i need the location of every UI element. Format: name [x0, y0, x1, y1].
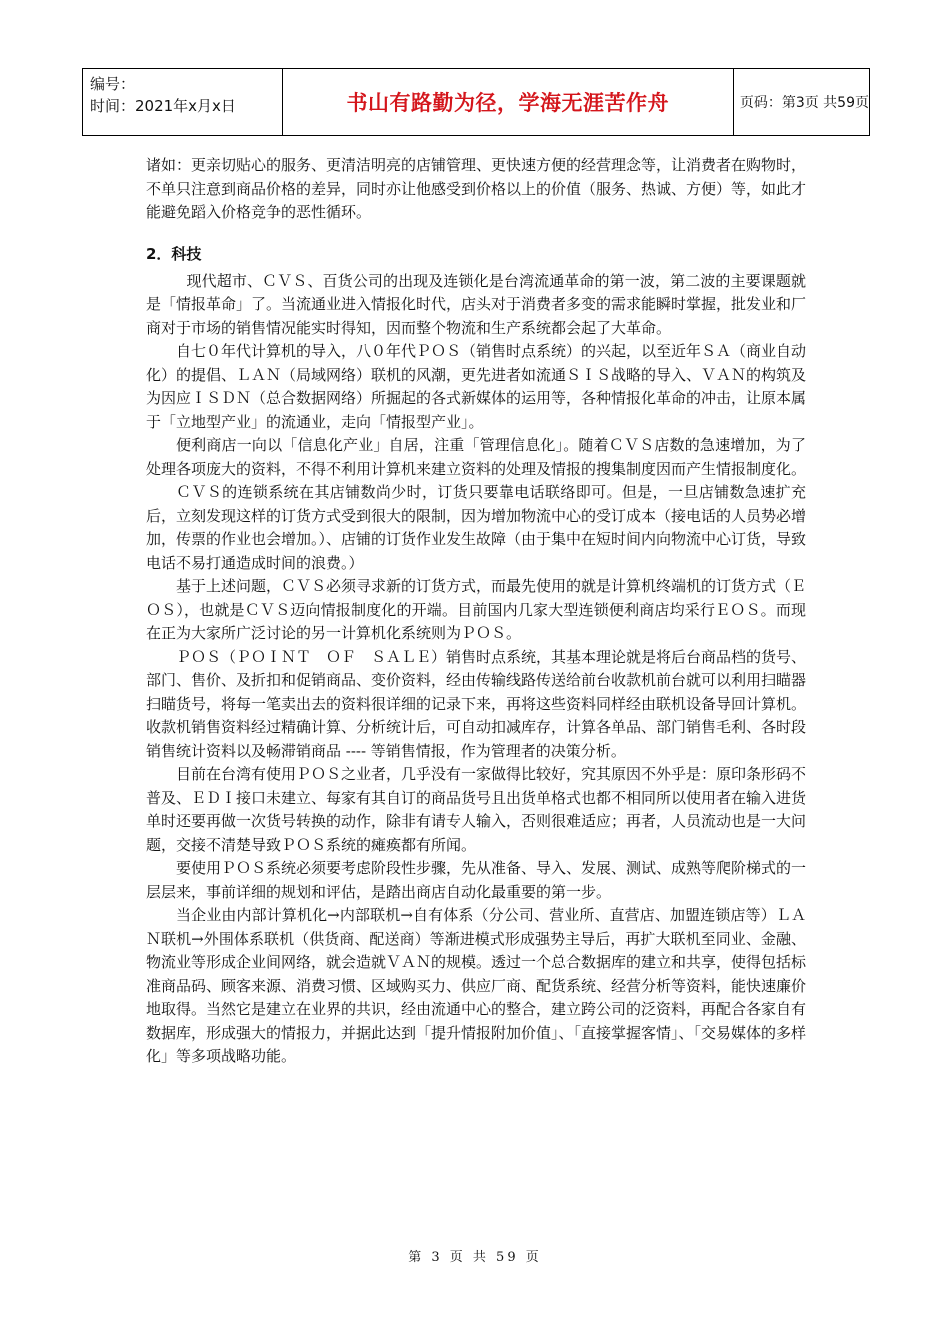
paragraph: 便利商店一向以「信息化产业」自居，注重「管理信息化」。随着ＣＶＳ店数的急速增加，为了处理各项庞大的资料，不得不利用计算机来建立资料的处理及情报的搜集制度因而产生情报制度化。 [146, 436, 807, 478]
paragraph: 现代超市、ＣＶＳ、百货公司的出现及连锁化是台湾流通革命的第一波，第二波的主要课题就是「情报革命」了。当流通业进入情报化时代，店头对于消费者多变的需求能瞬时掌握，批发业和厂商对于市场的销售情况能实时得知，因而整个物流和生产系统都会起了大革命。 [146, 271, 807, 337]
header-table [82, 68, 870, 136]
paragraph: 当企业由内部计算机化→内部联机→自有体系（分公司、营业所、直营店、加盟连锁店等）ＬＡＮ联机→外围体系联机（供货商、配送商）等渐进模式形成强势主导后，再扩大联机至同业、金融、物流业等形成企业间网络，就会造就ＶＡＮ的规模。透过一个总合数据库的建立和共享，使得包括标准商品码、顾客来源、消费习惯、区域购买力、供应厂商、配货系统、经营分析等资料，能快速廉价地取得。当然它是建立在业界的共识，经由流通中心的整合，建立跨公司的泛资料，再配合各家自有数据库，形成强大的情报力，并据此达到「提升情报附加价值」、「直接掌握客情」、「交易媒体的多样化」等多项战略功能。 [146, 906, 807, 1065]
paragraph: ＰＯＳ（ＰＯＩＮＴ ＯＦ ＳＡＬＥ）销售时点系统，其基本理论就是将后台商品档的货号、部门、售价、及折扣和促销商品、变价资料，经由传输线路传送给前台收款机前台就可以利用扫瞄器扫瞄货号，将每一笔卖出去的资料很详细的记录下来，再将这些资料同样经由联机设备导回计算机。收款机销售资料经过精确计算、分析统计后，可自动扣减库存，计算各单品、部门销售毛利、各时段销售统计资料以及畅滞销商品 ---- 等销售情报，作为管理者的决策分析。 [146, 647, 807, 760]
paragraph: 基于上述问题，ＣＶＳ必须寻求新的订货方式，而最先使用的就是计算机终端机的订货方式（ＥＯＳ），也就是ＣＶＳ迈向情报制度化的开端。目前国内几家大型连锁便利商店均采行ＥＯＳ。而现在正为大家所广泛讨论的另一计算机化系统则为ＰＯＳ。 [146, 577, 807, 642]
document-body [146, 154, 806, 1069]
date-label: 时间：2021年x月x日 [90, 97, 236, 115]
page-info: 页码：第3页 共59页 [739, 95, 869, 111]
page-footer: 第 3 页 共 59 页 [408, 1250, 542, 1265]
paragraph-continued: 诸如：更亲切贴心的服务、更清洁明亮的店铺管理、更快速方便的经营理念等，让消费者在购物时，不单只注意到商品价格的差异，同时亦让他感受到价格以上的价值（服务、热诚、方便）等，如此才能避免蹈入价格竞争的恶性循环。 [146, 156, 807, 221]
paragraph: ＣＶＳ的连锁系统在其店铺数尚少时，订货只要靠电话联络即可。但是，一旦店铺数急速扩充后，立刻发现这样的订货方式受到很大的限制，因为增加物流中心的受订成本（接电话的人员势必增加，传票的作业也会增加。）、店铺的订货作业发生故障（由于集中在短时间内向物流中心订货，导致电话不易打通造成时间的浪费。） [146, 483, 807, 572]
header-meta-cell [83, 69, 283, 135]
number-label: 编号： [90, 75, 136, 93]
paragraph: 自七０年代计算机的导入，八０年代ＰＯＳ（销售时点系统）的兴起，以至近年ＳＡ（商业自动化）的提倡、ＬＡＮ（局域网络）联机的风潮，更先进者如流通ＳＩＳ战略的导入、ＶＡＮ的构筑及为因应ＩＳＤＮ（总合数据网络）所掘起的各式新媒体的运用等，各种情报化革命的冲击，让原本属于「立地型产业」的流通业，走向「情报型产业」。 [146, 342, 807, 431]
motto-text: 书山有路勤为径，学海无涯苦作舟 [346, 91, 670, 115]
header-motto-cell [283, 69, 734, 135]
paragraph: 要使用ＰＯＳ系统必须要考虑阶段性步骤，先从准备、导入、发展、测试、成熟等爬阶梯式的一层层来，事前详细的规划和评估，是踏出商店自动化最重要的第一步。 [146, 859, 807, 901]
section-heading: 2．科技 [146, 244, 202, 263]
header-page-cell [734, 69, 869, 135]
paragraph: 目前在台湾有使用ＰＯＳ之业者，几乎没有一家做得比较好，究其原因不外乎是：原印条形码不普及、ＥＤＩ接口未建立、每家有其自订的商品货号且出货单格式也都不相同所以使用者在输入进货单时还要再做一次货号转换的动作，除非有请专人输入，否则很难适应；再者，人员流动也是一大问题，交接不清楚导致ＰＯＳ系统的瘫痪都有所闻。 [146, 765, 807, 854]
